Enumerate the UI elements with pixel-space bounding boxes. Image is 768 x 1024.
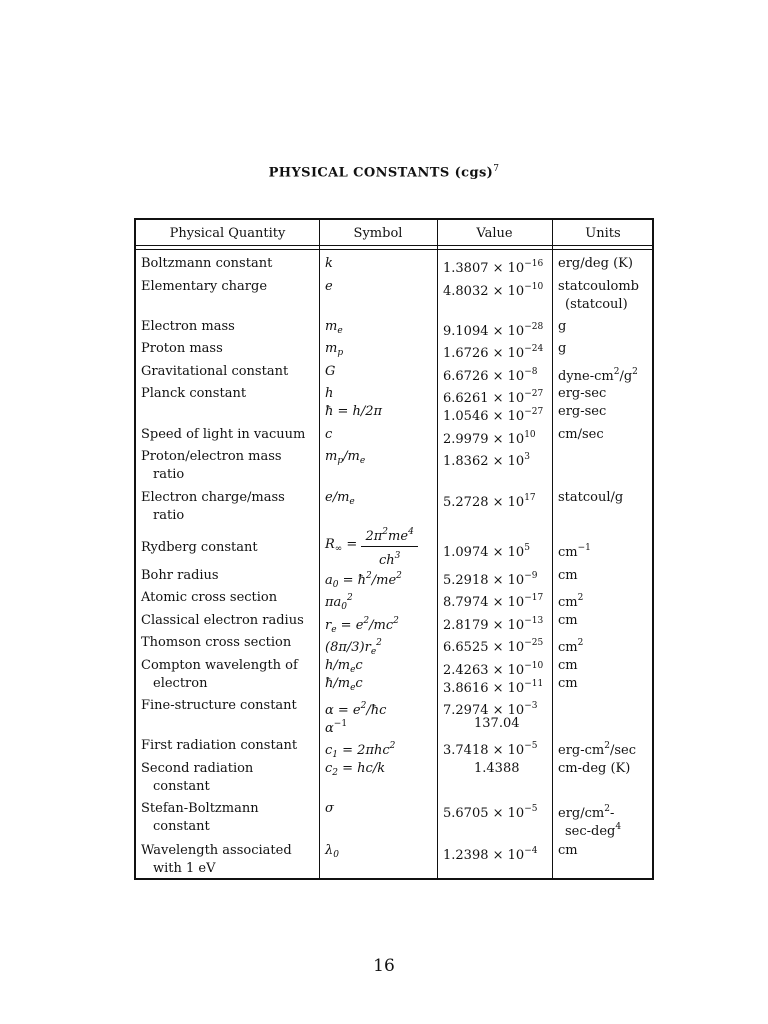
quantity-cell-line-2: with 1 eV bbox=[153, 861, 216, 876]
value-cell: $4.8032 \times 10^{-10}$ bbox=[443, 282, 544, 299]
quantity-cell: Electron charge/mass bbox=[141, 490, 285, 505]
value-cell: $6.6726 \times 10^{-8}$ bbox=[443, 367, 538, 384]
quantity-cell-line-2: ratio bbox=[153, 508, 185, 523]
symbol-cell: e bbox=[325, 279, 333, 294]
symbol-cell: $m_e$ bbox=[325, 319, 343, 336]
header-divider bbox=[136, 245, 652, 246]
units-cell: cm bbox=[558, 613, 578, 628]
symbol-cell: $r_e = e^2/mc^2$ bbox=[325, 616, 399, 635]
column-divider bbox=[319, 220, 320, 878]
fraction: $\frac{2\pi^2me^4}{ch^3}$ bbox=[361, 523, 417, 570]
units-cell: erg-sec bbox=[558, 386, 607, 401]
quantity-cell: Bohr radius bbox=[141, 568, 219, 583]
value-cell: $1.6726 \times 10^{-24}$ bbox=[443, 344, 544, 361]
value-cell: $1.8362 \times 10^3$ bbox=[443, 452, 530, 469]
symbol-cell: $\lambda_0$ bbox=[325, 843, 339, 860]
quantity-cell-line-2: electron bbox=[153, 676, 208, 691]
page-number: 16 bbox=[373, 956, 395, 976]
units-cell-line-2: sec-deg$^4$ bbox=[565, 822, 622, 839]
units-cell: statcoul/g bbox=[558, 490, 624, 505]
title-footnote-mark: 7 bbox=[493, 164, 500, 174]
quantity-cell: Compton wavelength of bbox=[141, 658, 298, 673]
value-cell: $9.1094 \times 10^{-28}$ bbox=[443, 322, 544, 339]
quantity-cell: Electron mass bbox=[141, 319, 235, 334]
symbol-cell: c bbox=[325, 427, 333, 442]
units-cell: dyne-$cm^2/g^2$ bbox=[558, 367, 638, 384]
units-cell: cm/sec bbox=[558, 427, 604, 442]
quantity-cell: First radiation constant bbox=[141, 738, 298, 753]
symbol-cell: $c_1 = 2\pi hc^2$ bbox=[325, 741, 396, 760]
column-divider bbox=[437, 220, 438, 878]
symbol-cell: $\alpha = e^2/ħc$ bbox=[325, 701, 387, 718]
symbol-cell: $m_p$ bbox=[325, 341, 344, 358]
quantity-cell: Second radiation bbox=[141, 761, 254, 776]
symbol-cell: $a_0$ = $ħ^2/me^2$ bbox=[325, 571, 402, 590]
header-units: Units bbox=[585, 226, 621, 241]
value-cell: $2.4263 \times 10^{-10}$ bbox=[443, 661, 544, 678]
quantity-cell: Gravitational constant bbox=[141, 364, 289, 379]
units-cell-line-2: cm bbox=[558, 676, 578, 691]
symbol-cell: $e/m_e$ bbox=[325, 490, 355, 507]
symbol-cell-line-2: $\alpha^{-1}$ bbox=[325, 719, 348, 736]
quantity-cell: Wavelength associated bbox=[141, 843, 292, 858]
value-cell: $1.2398 \times 10^{-4}$ bbox=[443, 846, 538, 863]
symbol-cell: $\pi a_0^2$ bbox=[325, 593, 353, 612]
quantity-cell: Proton/electron mass bbox=[141, 449, 282, 464]
page-title: PHYSICAL CONSTANTS (cgs)$^7$ bbox=[268, 164, 500, 181]
quantity-cell-line-2: constant bbox=[153, 819, 210, 834]
units-cell: cm bbox=[558, 658, 578, 673]
value-cell-line-2: $1.0546 \times 10^{-27}$ bbox=[443, 407, 544, 424]
value-cell: $6.6525 \times 10^{-25}$ bbox=[443, 638, 544, 655]
units-cell-line-2: erg-sec bbox=[558, 404, 607, 419]
quantity-cell: Elementary charge bbox=[141, 279, 268, 294]
quantity-cell-line-2: constant bbox=[153, 779, 210, 794]
value-cell: $8.7974 \times 10^{-17}$ bbox=[443, 593, 544, 610]
header-value: Value bbox=[476, 226, 513, 241]
quantity-cell: Fine-structure constant bbox=[141, 698, 297, 713]
value-cell: $1.3807 \times 10^{-16}$ bbox=[443, 259, 544, 276]
constants-table bbox=[134, 218, 654, 880]
symbol-cell: $m_p/m_e$ bbox=[325, 449, 366, 466]
units-cell: $cm^2$ bbox=[558, 638, 584, 655]
value-cell: $6.6261 \times 10^{-27}$ bbox=[443, 389, 544, 406]
header-physical-quantity: Physical Quantity bbox=[169, 226, 286, 241]
units-cell: $cm^2$ bbox=[558, 593, 584, 610]
quantity-cell: Rydberg constant bbox=[141, 540, 258, 555]
symbol-cell: G bbox=[325, 364, 336, 379]
column-divider bbox=[552, 220, 553, 878]
rydberg-formula: $R_\infty$ = $\frac{2\pi^2me^4}{ch^3}$ bbox=[325, 523, 418, 570]
quantity-cell: Classical electron radius bbox=[141, 613, 304, 628]
value-cell: $5.2728 \times 10^{17}$ bbox=[443, 493, 536, 510]
units-cell: g bbox=[558, 319, 567, 334]
symbol-cell-line-2: $ħ/m_ec$ bbox=[325, 676, 363, 693]
units-cell: statcoulomb bbox=[558, 279, 639, 294]
units-cell: $cm^{-1}$ bbox=[558, 543, 591, 560]
symbol-cell: $h/m_ec$ bbox=[325, 658, 363, 675]
value-cell: $3.7418 \times 10^{-5}$ bbox=[443, 741, 538, 758]
value-cell: $1.0974 \times 10^5$ bbox=[443, 543, 530, 560]
value-cell-line-2: $3.8616 \times 10^{-11}$ bbox=[443, 679, 544, 696]
quantity-cell: Boltzmann constant bbox=[141, 256, 273, 271]
units-cell: erg-$cm^2/\sec$ bbox=[558, 741, 636, 758]
units-cell: erg/deg (K) bbox=[558, 256, 633, 271]
value-cell: $2.8179 \times 10^{-13}$ bbox=[443, 616, 544, 633]
units-cell: erg/$cm^2-$ bbox=[558, 804, 615, 821]
quantity-cell: Proton mass bbox=[141, 341, 223, 356]
value-cell-line-2: 137.04 bbox=[474, 716, 520, 731]
quantity-cell-line-2: ratio bbox=[153, 467, 185, 482]
symbol-cell: σ bbox=[325, 801, 334, 816]
value-cell: $5.6705 \times 10^{-5}$ bbox=[443, 804, 538, 821]
header-symbol: Symbol bbox=[353, 226, 403, 241]
units-cell: g bbox=[558, 341, 567, 356]
header-divider bbox=[136, 249, 652, 250]
value-cell: $5.2918 \times 10^{-9}$ bbox=[443, 571, 538, 588]
quantity-cell: Stefan-Boltzmann bbox=[141, 801, 259, 816]
units-cell: cm bbox=[558, 568, 578, 583]
units-cell: cm bbox=[558, 843, 578, 858]
quantity-cell: Speed of light in vacuum bbox=[141, 427, 306, 442]
quantity-cell: Planck constant bbox=[141, 386, 247, 401]
symbol-cell: k bbox=[325, 256, 333, 271]
quantity-cell: Thomson cross section bbox=[141, 635, 292, 650]
value-cell: 1.4388 bbox=[474, 761, 520, 776]
symbol-cell: $c_2 = hc/k$ bbox=[325, 761, 386, 778]
value-cell: $2.9979 \times 10^{10}$ bbox=[443, 430, 536, 447]
units-cell-line-2: (statcoul) bbox=[565, 297, 628, 312]
quantity-cell: Atomic cross section bbox=[141, 590, 278, 605]
symbol-cell: $(8\pi/3)r_e^2$ bbox=[325, 638, 382, 657]
symbol-cell: h bbox=[325, 386, 334, 401]
value-cell: $7.2974 \times 10^{-3}$ bbox=[443, 701, 538, 718]
units-cell: cm-deg (K) bbox=[558, 761, 631, 776]
symbol-cell-line-2: ħ = h/2π bbox=[325, 404, 383, 419]
